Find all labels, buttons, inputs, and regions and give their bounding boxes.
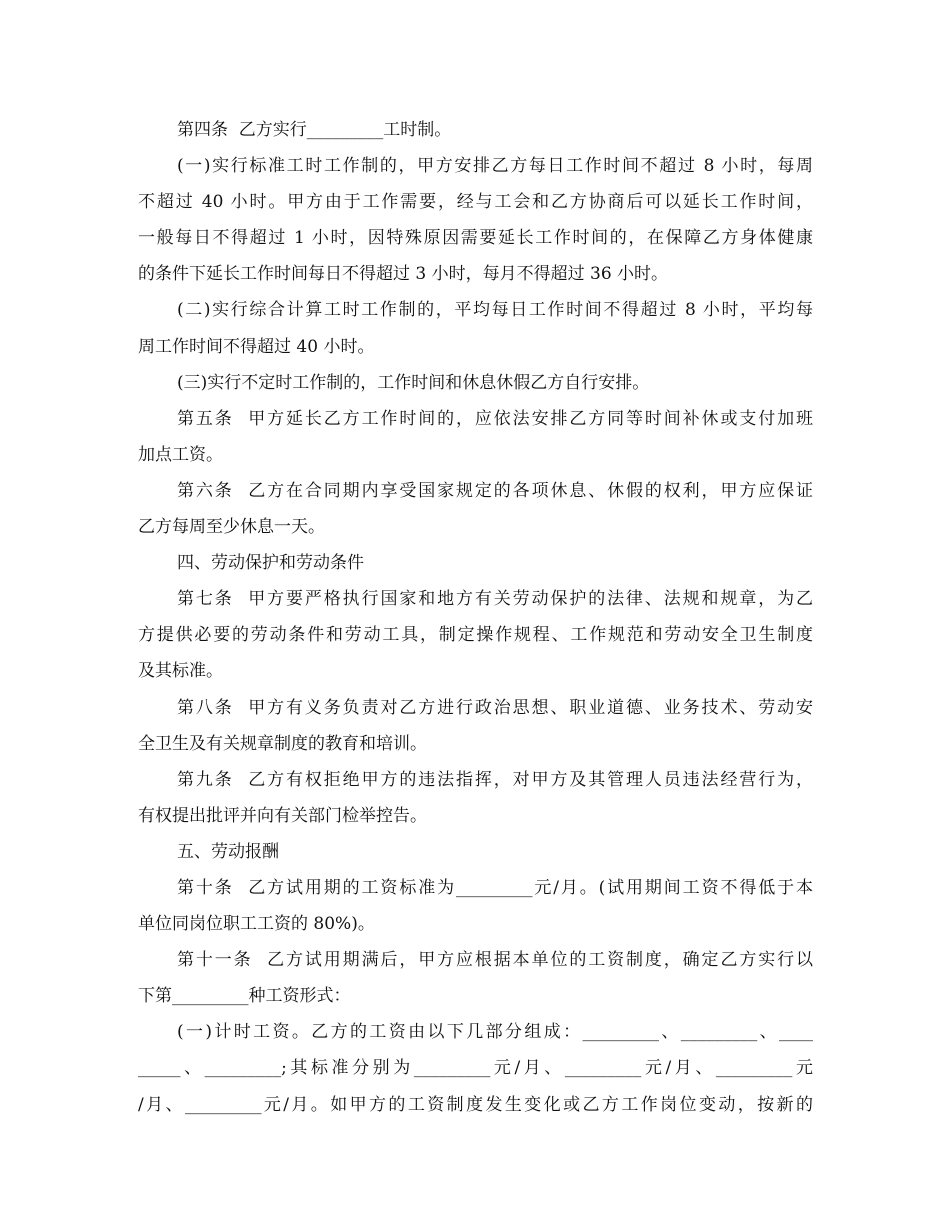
article-6-line: 第六条 乙方在合同期内享受国家规定的各项休息、休假的权利，甲方应保证 bbox=[177, 480, 813, 501]
paragraph-line: 的条件下延长工作时间每日不得超过 3 小时，每月不得超过 36 小时。 bbox=[138, 264, 669, 285]
paragraph-line: 下第_________种工资形式： bbox=[138, 986, 351, 1007]
paragraph-line: _____、_________;其标准分别为_________元/月、_________元/月、_________元 bbox=[138, 1058, 813, 1079]
paragraph-line: (一)计时工资。乙方的工资由以下几部分组成：_________、_________、____ bbox=[177, 1022, 813, 1043]
article-10-line: 第十条 乙方试用期的工资标准为_________元/月。(试用期间工资不得低于本 bbox=[177, 877, 813, 898]
paragraph-line: (一)实行标准工时工作制的，甲方安排乙方每日工作时间不超过 8 小时，每周 bbox=[177, 156, 813, 177]
paragraph-line: 周工作时间不得超过 40 小时。 bbox=[138, 336, 375, 357]
paragraph-line: 全卫生及有关规章制度的教育和培训。 bbox=[138, 733, 427, 754]
paragraph-line: 不超过 40 小时。甲方由于工作需要，经与工会和乙方协商后可以延长工作时间， bbox=[138, 192, 813, 213]
paragraph-line: 一般每日不得超过 1 小时，因特殊原因需要延长工作时间的，在保障乙方身体健康 bbox=[138, 228, 813, 249]
document-body bbox=[138, 112, 813, 1123]
paragraph-line: /月、_________元/月。如甲方的工资制度发生变化或乙方工作岗位变动，按新的 bbox=[138, 1094, 813, 1115]
paragraph-line: 单位同岗位职工工资的 80%)。 bbox=[138, 914, 375, 935]
paragraph-line: 乙方每周至少休息一天。 bbox=[138, 517, 325, 538]
article-11-line: 第十一条 乙方试用期满后，甲方应根据本单位的工资制度，确定乙方实行以 bbox=[177, 950, 813, 971]
paragraph-line: 及其标准。 bbox=[138, 661, 223, 682]
article-8-line: 第八条 甲方有义务负责对乙方进行政治思想、职业道德、业务技术、劳动安 bbox=[177, 697, 813, 718]
paragraph-line: (二)实行综合计算工时工作制的，平均每日工作时间不得超过 8 小时，平均每 bbox=[177, 300, 813, 321]
article-7-line: 第七条 甲方要严格执行国家和地方有关劳动保护的法律、法规和规章，为乙 bbox=[177, 589, 813, 610]
section-heading-remuneration: 五、劳动报酬 bbox=[177, 841, 279, 862]
article-9-line: 第九条 乙方有权拒绝甲方的违法指挥，对甲方及其管理人员违法经营行为， bbox=[177, 769, 813, 790]
paragraph-line: (三)实行不定时工作制的，工作时间和休息休假乙方自行安排。 bbox=[177, 372, 650, 393]
paragraph-line: 加点工资。 bbox=[138, 444, 223, 465]
paragraph-line: 方提供必要的劳动条件和劳动工具，制定操作规程、工作规范和劳动安全卫生制度 bbox=[138, 625, 813, 646]
section-heading-labor-protection: 四、劳动保护和劳动条件 bbox=[177, 553, 364, 574]
article-5-line: 第五条 甲方延长乙方工作时间的，应依法安排乙方同等时间补休或支付加班 bbox=[177, 408, 813, 429]
paragraph-line: 有权提出批评并向有关部门检举控告。 bbox=[138, 805, 427, 826]
article-4-heading: 第四条 乙方实行_________工时制。 bbox=[177, 120, 452, 140]
